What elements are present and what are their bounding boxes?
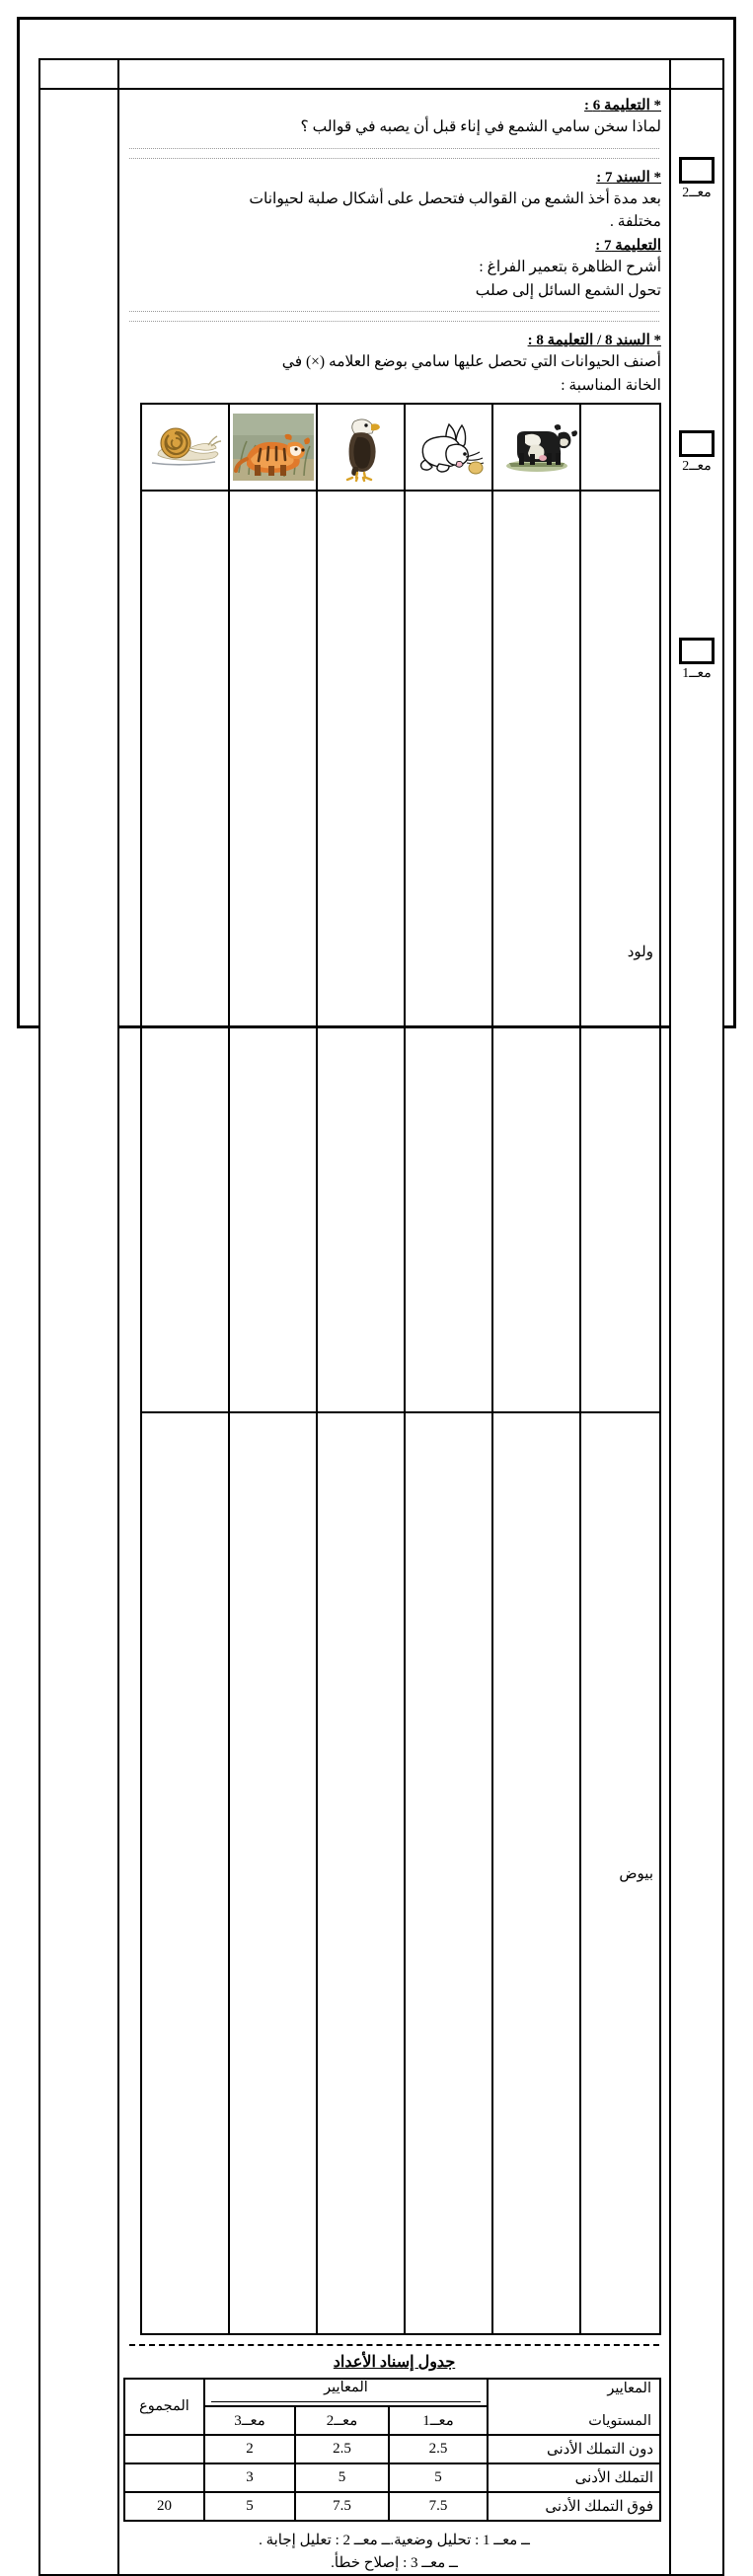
score-below-m3: 2 — [204, 2435, 295, 2463]
support-instruction-8-heading: * السند 8 / التعليمة 8 : — [527, 333, 661, 349]
checkbox-tiger-live[interactable] — [229, 491, 317, 1412]
rabbit-icon — [410, 417, 489, 478]
criteria-box-3[interactable] — [675, 638, 718, 682]
eagle-icon — [331, 412, 392, 483]
score-min-m2: 5 — [295, 2463, 389, 2492]
criteria-box-1-label: معــ2 — [682, 186, 712, 200]
score-min-m3: 3 — [204, 2463, 295, 2492]
section-separator — [129, 2344, 659, 2346]
score-below-total — [124, 2435, 204, 2463]
score-above-m1: 7.5 — [389, 2492, 488, 2521]
criteria-box-2-label: معــ2 — [682, 459, 712, 474]
checkbox-rabbit-live[interactable] — [405, 491, 492, 1412]
animal-picture-row — [141, 404, 660, 491]
grading-header-row-1 — [124, 2379, 660, 2406]
animal-cell-cow — [492, 404, 580, 491]
margin-criteria-column — [670, 89, 723, 2575]
answer-line-7-a[interactable] — [129, 311, 659, 312]
animal-cell-tiger — [229, 404, 317, 491]
header-cell-middle — [118, 59, 670, 89]
score-input-box-3[interactable] — [679, 638, 715, 664]
answer-line-6-a[interactable] — [129, 148, 659, 149]
animal-row-live-bearing — [141, 491, 660, 1412]
criteria-box-1[interactable] — [675, 157, 718, 201]
score-min-m1: 5 — [389, 2463, 488, 2492]
cow-icon — [497, 417, 576, 477]
criteria-legend-line-2: ــ معــ 3 : إصلاح خطأ. — [331, 2554, 458, 2571]
corner-label-levels: المستويات — [588, 2413, 651, 2430]
left-margin-column — [39, 89, 118, 2575]
layout-body-row — [39, 89, 723, 2575]
animal-cell-eagle — [317, 404, 405, 491]
checkbox-snail-egg[interactable] — [141, 1412, 229, 2334]
score-above-m3: 5 — [204, 2492, 295, 2521]
instruction-8-text-line1: أصنف الحيوانات التي تحصل عليها سامي بوضع العلامه (×) في — [281, 353, 661, 371]
support-7-text-line1: بعد مدة أخذ الشمع من القوالب فتحصل على أشكال صلبة لحيوانات — [249, 189, 661, 207]
score-input-box-1[interactable] — [679, 157, 715, 184]
instruction-6-question: لماذا سخن سامي الشمع في إناء قبل أن يصبه في قوالب ؟ — [300, 118, 661, 136]
animal-row-header-blank — [580, 404, 660, 491]
animal-cell-snail — [141, 404, 229, 491]
grading-header-m1: معــ1 — [389, 2406, 488, 2435]
grading-corner-header — [488, 2379, 660, 2435]
answer-line-7-b[interactable] — [129, 321, 659, 322]
row-label-live-bearing: ولود — [580, 491, 660, 1412]
instruction-7-heading: التعليمة 7 : — [595, 237, 661, 254]
animal-classification-table — [140, 403, 661, 2335]
worksheet-content-column — [118, 89, 670, 2575]
layout-header-row — [39, 59, 723, 89]
score-below-m2: 2.5 — [295, 2435, 389, 2463]
checkbox-cow-egg[interactable] — [492, 1412, 580, 2334]
grading-table-title: جدول إسناد الأعداد — [333, 2354, 456, 2372]
score-above-total: 20 — [124, 2492, 204, 2521]
worksheet-layout-table — [38, 58, 724, 2576]
tiger-icon — [233, 414, 314, 481]
header-cell-left — [39, 59, 118, 89]
support-7-text-line2: مختلفة . — [609, 213, 661, 231]
score-above-m2: 7.5 — [295, 2492, 389, 2521]
grading-criteria-group-header — [204, 2379, 488, 2406]
grading-total-header: المجموع — [124, 2379, 204, 2435]
criteria-legend-line-1: ــ معــ 1 : تحليل وضعية.ــ معــ 2 : تعليل إجابة . — [259, 2533, 530, 2549]
grading-header-m3: معــ3 — [204, 2406, 295, 2435]
instruction-8-text-line2: الخانة المناسبة : — [561, 376, 661, 394]
instruction-6-heading: * التعليمة 6 : — [584, 98, 661, 114]
checkbox-snail-live[interactable] — [141, 491, 229, 1412]
animal-cell-rabbit — [405, 404, 492, 491]
criteria-box-2[interactable] — [675, 430, 718, 475]
criteria-box-3-label: معــ1 — [682, 666, 712, 681]
grading-row-above-minimum — [124, 2492, 660, 2521]
criteria-group-rule — [211, 2401, 481, 2402]
checkbox-cow-live[interactable] — [492, 491, 580, 1412]
level-label-above-minimum: فوق التملك الأدنى — [488, 2492, 660, 2521]
score-below-m1: 2.5 — [389, 2435, 488, 2463]
level-label-below-minimum: دون التملك الأدنى — [488, 2435, 660, 2463]
page-frame — [17, 17, 736, 2571]
checkbox-eagle-live[interactable] — [317, 491, 405, 1412]
checkbox-eagle-egg[interactable] — [317, 1412, 405, 2334]
level-label-minimum: التملك الأدنى — [488, 2463, 660, 2492]
support-7-heading: * السند 7 : — [596, 169, 661, 186]
grading-header-m2: معــ2 — [295, 2406, 389, 2435]
checkbox-tiger-egg[interactable] — [229, 1412, 317, 2334]
criteria-legend — [127, 2530, 661, 2574]
instruction-7-text-line2: تحول الشمع السائل إلى صلب — [475, 281, 661, 299]
grading-table — [123, 2378, 661, 2522]
row-label-egg-laying: بيوض — [580, 1412, 660, 2334]
animal-row-egg-laying — [141, 1412, 660, 2334]
corner-label-criteria: المعايير — [607, 2381, 651, 2397]
instruction-7-text-line1: أشرح الظاهرة بتعمير الفراغ : — [479, 259, 661, 276]
grading-row-minimum — [124, 2463, 660, 2492]
checkbox-rabbit-egg[interactable] — [405, 1412, 492, 2334]
header-cell-right — [670, 59, 723, 89]
answer-line-6-b[interactable] — [129, 158, 659, 159]
criteria-group-label: المعايير — [324, 2380, 368, 2396]
grading-row-below-minimum — [124, 2435, 660, 2463]
score-min-total — [124, 2463, 204, 2492]
snail-icon — [146, 419, 225, 475]
score-input-box-2[interactable] — [679, 430, 715, 457]
